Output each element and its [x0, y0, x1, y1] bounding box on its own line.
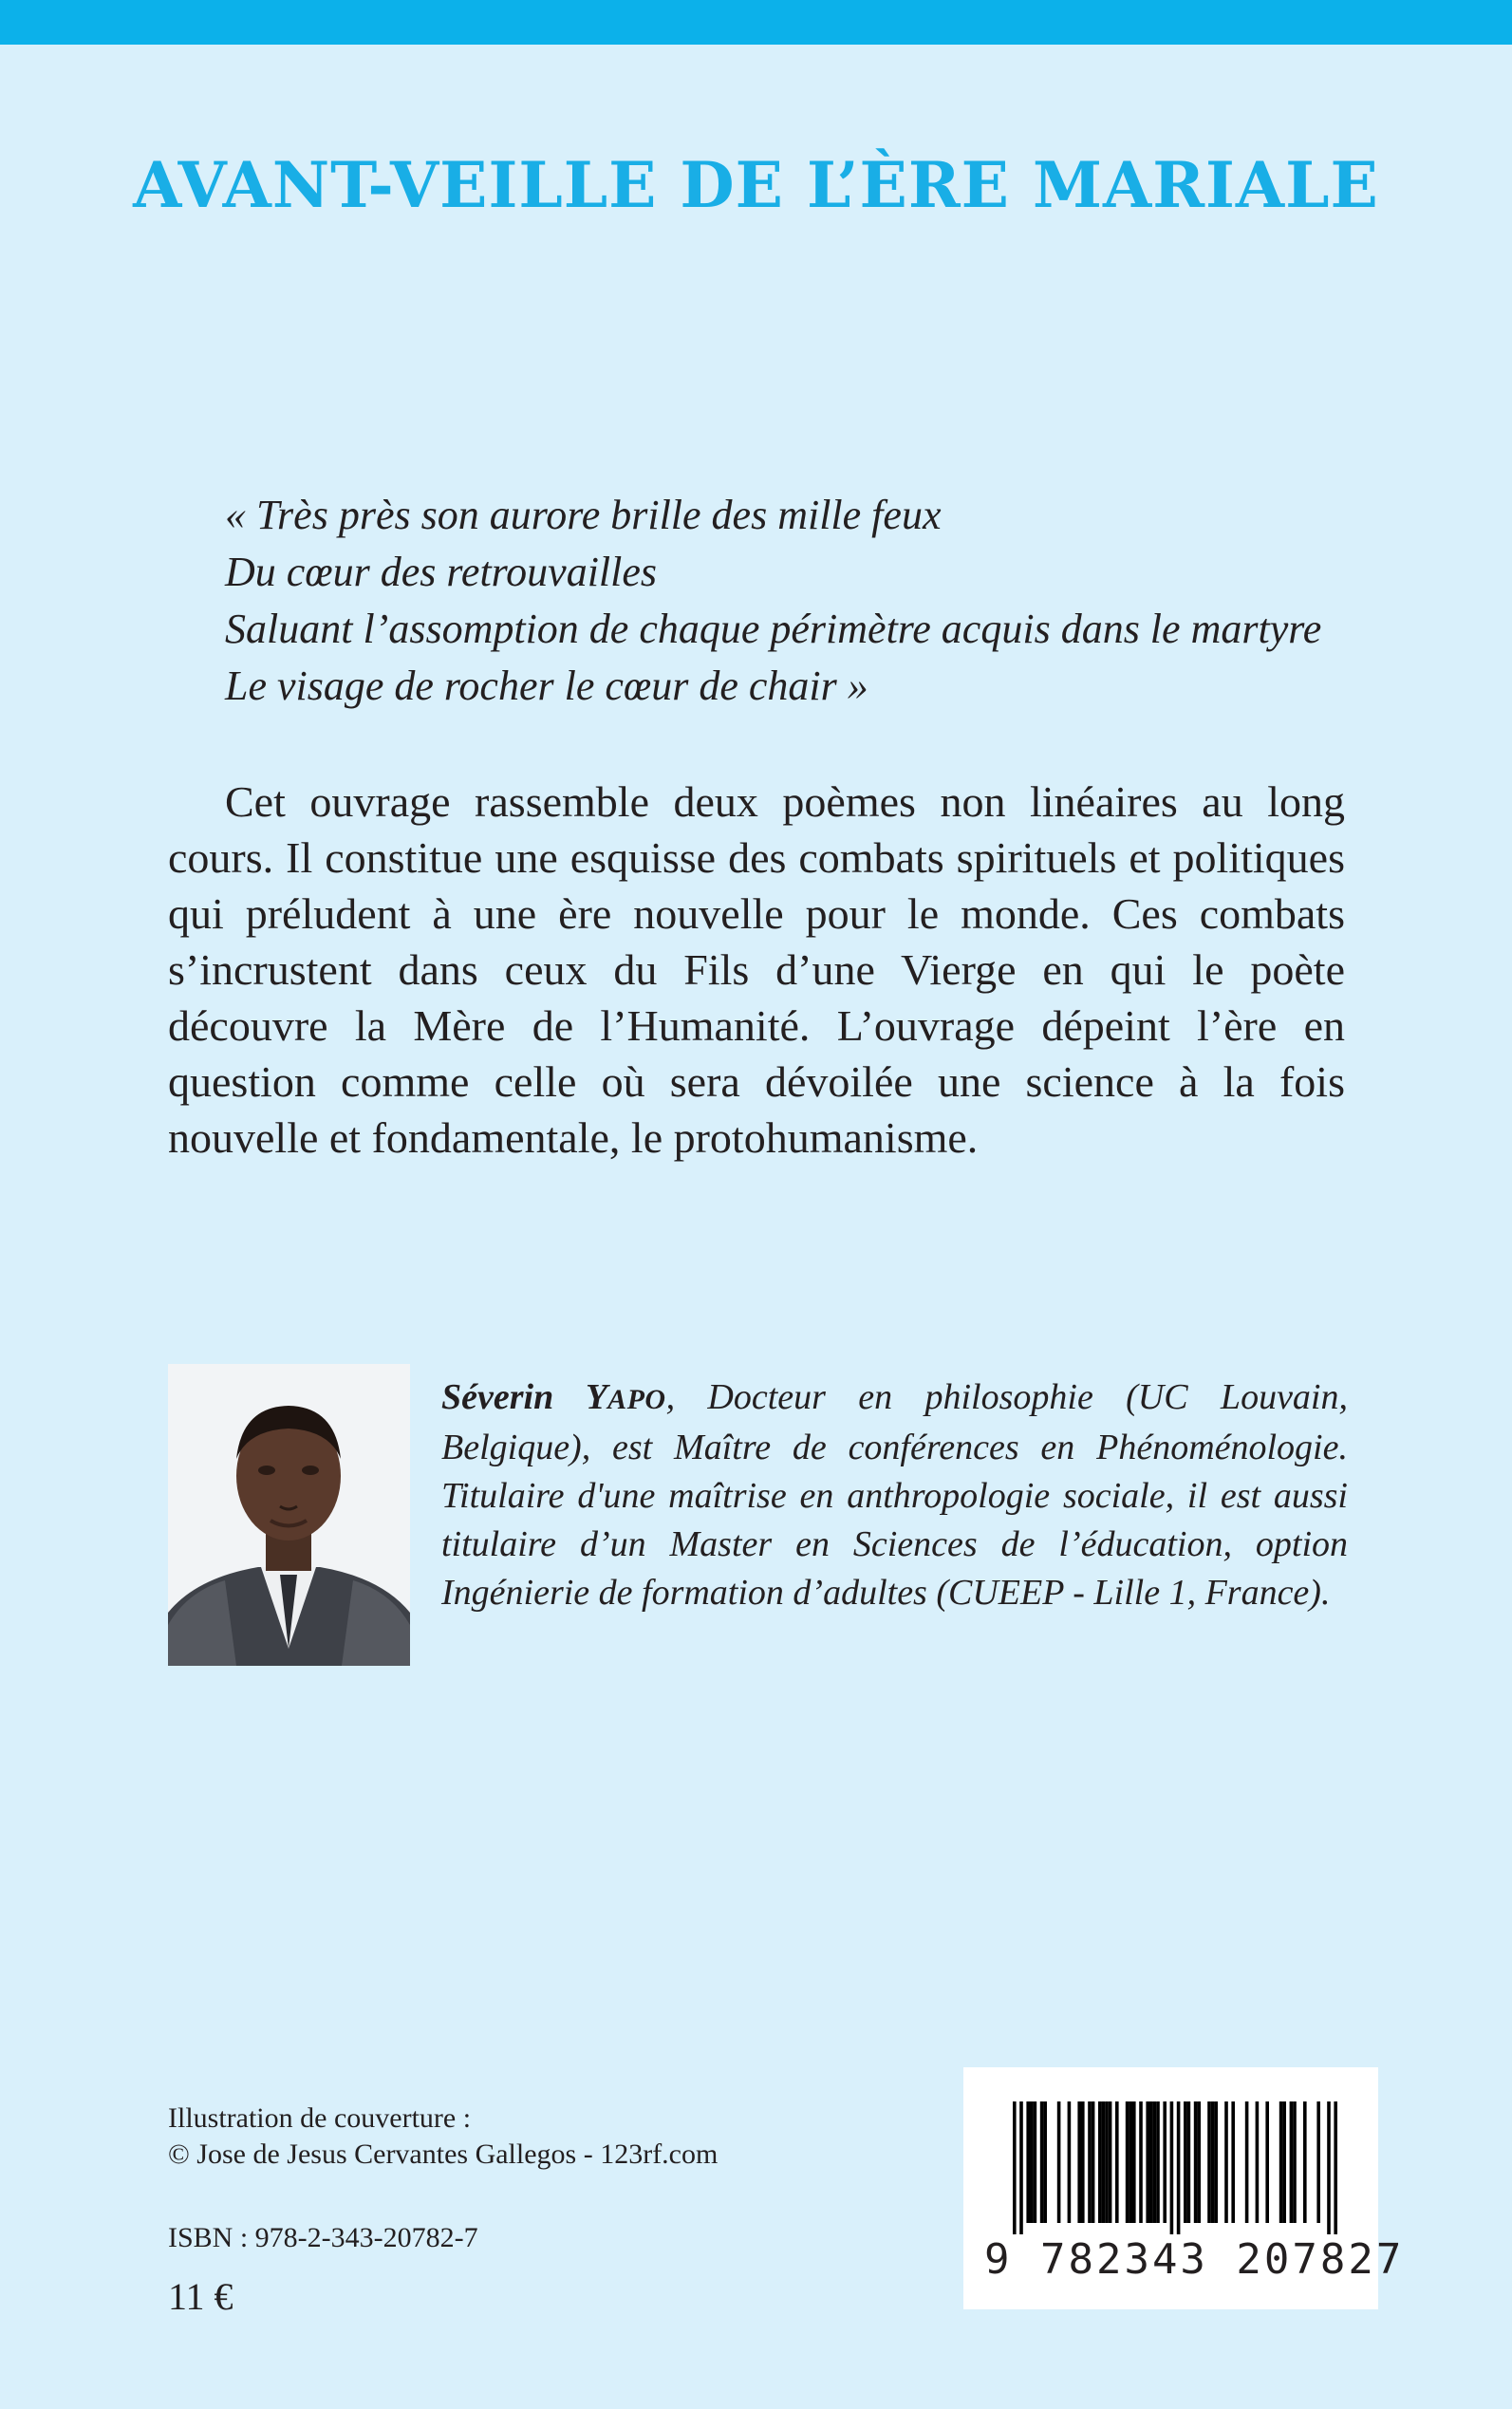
barcode-bars — [987, 2101, 1354, 2234]
barcode-bar — [1068, 2101, 1072, 2223]
cover-credits — [168, 2101, 718, 2173]
barcode-bar — [1293, 2101, 1297, 2223]
author-photo — [168, 1364, 410, 1666]
author-name — [441, 1377, 666, 1417]
barcode-bar — [1115, 2101, 1119, 2223]
barcode-bar — [1102, 2101, 1106, 2223]
barcode-bar — [1334, 2101, 1337, 2234]
barcode-bar — [1013, 2101, 1017, 2234]
barcode-bar — [1163, 2101, 1167, 2223]
barcode-bar — [1077, 2101, 1081, 2223]
barcode-bar — [1156, 2101, 1160, 2223]
barcode-bar — [1026, 2101, 1030, 2223]
author-bio — [441, 1373, 1348, 1617]
barcode-bar — [1030, 2101, 1034, 2223]
barcode-bar — [1098, 2101, 1102, 2223]
poem-excerpt — [225, 487, 1411, 715]
price: 11 € — [168, 2275, 233, 2318]
barcode-bar — [1256, 2101, 1260, 2223]
author-portrait-illustration — [168, 1364, 410, 1666]
credits-source: © Jose de Jesus Cervantes Gallegos - 123rf.com — [168, 2138, 719, 2170]
barcode-bar — [1265, 2101, 1269, 2223]
barcode-bar — [1194, 2101, 1198, 2223]
barcode-bar — [1245, 2101, 1249, 2223]
poem-line: Du cœur des retrouvailles — [225, 549, 658, 595]
barcode-bar — [1139, 2101, 1143, 2223]
isbn: ISBN : 978-2-343-20782-7 — [168, 2222, 478, 2253]
barcode-bar — [1303, 2101, 1307, 2223]
barcode-bar — [1282, 2101, 1286, 2223]
barcode-bar — [1057, 2101, 1061, 2223]
barcode-bar — [1231, 2101, 1235, 2223]
barcode-bar — [1184, 2101, 1187, 2223]
author-surname-rest: APO — [607, 1384, 666, 1415]
barcode-bar — [1316, 2101, 1320, 2223]
barcode-bar — [1207, 2101, 1211, 2223]
barcode-bar — [1081, 2101, 1085, 2223]
barcode-bar — [1126, 2101, 1129, 2223]
poem-line: Saluant l’assomption de chaque périmètre acquis dans le martyre — [225, 606, 1322, 652]
barcode-bar — [1177, 2101, 1181, 2234]
barcode-bar — [1109, 2101, 1112, 2223]
poem-line: « Très près son aurore brille des mille feux — [225, 492, 942, 538]
book-summary: Cet ouvrage rassemble deux poèmes non linéaires au long cours. Il constitue une esquisse des combats spirituels et politiques qui préludent à une ère nouvelle pour le monde. Ces combats s’incrustent dans ceux du Fils d’une Vierge en qui le poète découvre la Mère de l’Humanité. L’ouvrage dépeint l’ère en question comme celle où sera dévoilée une science à la fois nouvelle et fondamentale, le protohumanisme. — [168, 777, 1345, 1162]
barcode-bar — [1149, 2101, 1153, 2223]
barcode-bar — [1214, 2101, 1218, 2223]
author-bio-text: , Docteur en philosophie (UC Louvain, Belgique), est Maître de conférences en Phénoménologie. Titulaire d'une maîtrise en anthropologie sociale, il est aussi titulaire d’un Master en Sciences de l’éducation, option Ingénierie de formation d’adultes (CUEEP - Lille 1, France). — [441, 1377, 1348, 1613]
barcode-bar — [1197, 2101, 1201, 2223]
credits-label: Illustration de couverture : — [168, 2102, 472, 2134]
barcode-bar — [1170, 2101, 1174, 2234]
barcode-bar — [1290, 2101, 1294, 2223]
author-surname-initial: Y — [585, 1377, 608, 1417]
barcode-bar — [1146, 2101, 1149, 2223]
barcode-bar — [1040, 2101, 1044, 2223]
barcode-bar — [1132, 2101, 1136, 2223]
barcode-bar — [1043, 2101, 1047, 2223]
barcode-bar — [1129, 2101, 1132, 2223]
barcode — [963, 2067, 1405, 2309]
barcode-bar — [1034, 2101, 1037, 2223]
barcode-bar — [1105, 2101, 1109, 2223]
barcode-bar — [1224, 2101, 1228, 2223]
top-color-band — [0, 0, 1512, 45]
barcode-bar — [1092, 2101, 1095, 2223]
barcode-bar — [1153, 2101, 1157, 2223]
barcode-bar — [1088, 2101, 1092, 2223]
author-first-name: Séverin — [441, 1377, 554, 1417]
book-title: AVANT-VEILLE DE L’ÈRE MARIALE — [133, 148, 1379, 222]
poem-line: Le visage de rocher le cœur de chair » — [225, 663, 868, 709]
barcode-bar — [1279, 2101, 1283, 2223]
barcode-bar — [1327, 2101, 1331, 2234]
barcode-bar — [1211, 2101, 1215, 2223]
barcode-digits: 9 782343 207827 — [984, 2235, 1405, 2284]
barcode-bar — [1187, 2101, 1191, 2223]
barcode-bar — [1019, 2101, 1023, 2234]
